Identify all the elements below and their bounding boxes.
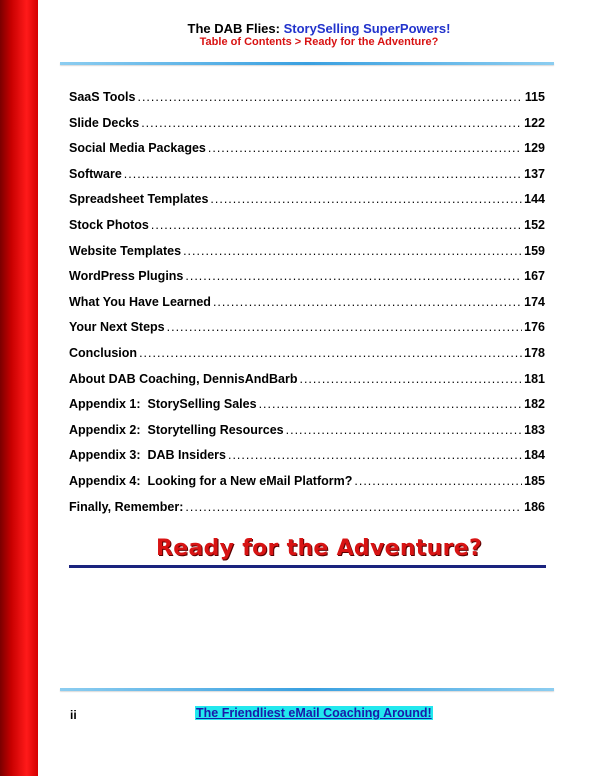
toc-leader-dots [228,446,522,464]
section-heading: Ready for the Adventure? [155,536,483,561]
toc-entry-label: Website Templates [69,243,182,258]
toc-entry[interactable] [69,139,545,165]
toc-entry-page: 144 [524,192,545,207]
toc-entry-page: 174 [524,294,545,309]
breadcrumb-current: Ready for the Adventure? [304,36,439,48]
toc-entry-page: 182 [524,397,545,412]
toc-entry-label: Stock Photos [69,217,149,232]
toc-leader-dots [213,293,522,311]
toc-entry-page: 159 [524,243,545,258]
toc-entry-page: 176 [524,320,545,335]
toc-entry[interactable] [69,344,545,370]
toc-leader-dots [139,344,522,362]
document-title [38,21,600,36]
toc-entry-label: Finally, Remember: [69,499,184,514]
toc-leader-dots [185,267,522,285]
toc-entry[interactable] [69,114,545,140]
toc-entry[interactable] [69,242,545,268]
left-decorative-bar [0,0,38,776]
toc-leader-dots [167,318,523,336]
toc-entry-page: 115 [524,90,545,104]
toc-entry-page: 152 [524,217,545,232]
toc-entry[interactable] [69,165,545,191]
toc-leader-dots [208,139,522,157]
toc-entry-label: Social Media Packages [69,141,206,156]
toc-entry-label: SaaS Tools [69,90,136,104]
toc-entry-label: Appendix 2: Storytelling Resources [69,422,284,437]
footer-rule [60,688,554,691]
breadcrumb [38,36,600,49]
toc-leader-dots [124,165,522,183]
toc-entry[interactable] [69,370,545,396]
breadcrumb-separator: > [291,36,305,48]
table-of-contents [69,88,545,523]
toc-entry-page: 184 [524,448,545,463]
toc-entry-label: Appendix 4: Looking for a New eMail Platform? [69,473,353,488]
toc-entry-page: 181 [524,371,545,386]
toc-leader-dots [210,190,522,208]
toc-entry-page: 122 [524,115,545,130]
toc-leader-dots [259,395,523,413]
toc-leader-dots [354,472,522,490]
footer-tagline-link[interactable]: The Friendliest eMail Coaching Around! [196,706,432,720]
page-header [38,21,600,49]
toc-entry[interactable] [69,395,545,421]
toc-entry[interactable] [69,446,545,472]
toc-entry-page: 167 [524,269,545,284]
toc-entry[interactable] [69,216,545,242]
toc-entry[interactable] [69,318,545,344]
header-rule [60,62,554,65]
toc-entry[interactable] [69,498,545,524]
toc-leader-dots [299,370,522,388]
toc-entry-label: Software [69,166,122,181]
breadcrumb-toc-link[interactable]: Table of Contents [199,36,292,48]
footer-page-number: ii [70,708,77,722]
toc-entry-label: Slide Decks [69,115,140,130]
toc-entry[interactable] [69,190,545,216]
toc-entry-label: WordPress Plugins [69,269,184,284]
toc-leader-dots [151,216,522,234]
toc-entry-label: What You Have Learned [69,294,211,309]
toc-entry-page: 183 [524,422,545,437]
toc-leader-dots [183,242,522,260]
section-heading-rule [69,565,546,568]
toc-entry-page: 129 [524,141,545,156]
toc-entry-label: Appendix 1: StorySelling Sales [69,397,257,412]
toc-leader-dots [185,498,522,516]
toc-entry-page: 178 [524,345,545,360]
toc-entry[interactable] [69,421,545,447]
toc-entry[interactable] [69,472,545,498]
toc-entry[interactable] [69,88,545,114]
toc-leader-dots [141,114,522,132]
toc-entry-label: Appendix 3: DAB Insiders [69,448,226,463]
toc-entry-page: 185 [524,473,545,488]
toc-leader-dots [286,421,523,439]
toc-entry-page: 137 [524,166,545,181]
toc-entry[interactable] [69,267,545,293]
document-subtitle: StorySelling SuperPowers! [283,21,451,36]
document-title-main: The DAB Flies: [187,21,280,36]
toc-entry-label: Conclusion [69,345,138,360]
toc-entry-label: About DAB Coaching, DennisAndBarb [69,371,298,386]
toc-leader-dots [137,88,522,106]
toc-entry-label: Your Next Steps [69,320,165,335]
toc-entry-label: Spreadsheet Templates [69,192,209,207]
toc-entry-page: 186 [524,499,545,514]
toc-entry[interactable] [69,293,545,319]
